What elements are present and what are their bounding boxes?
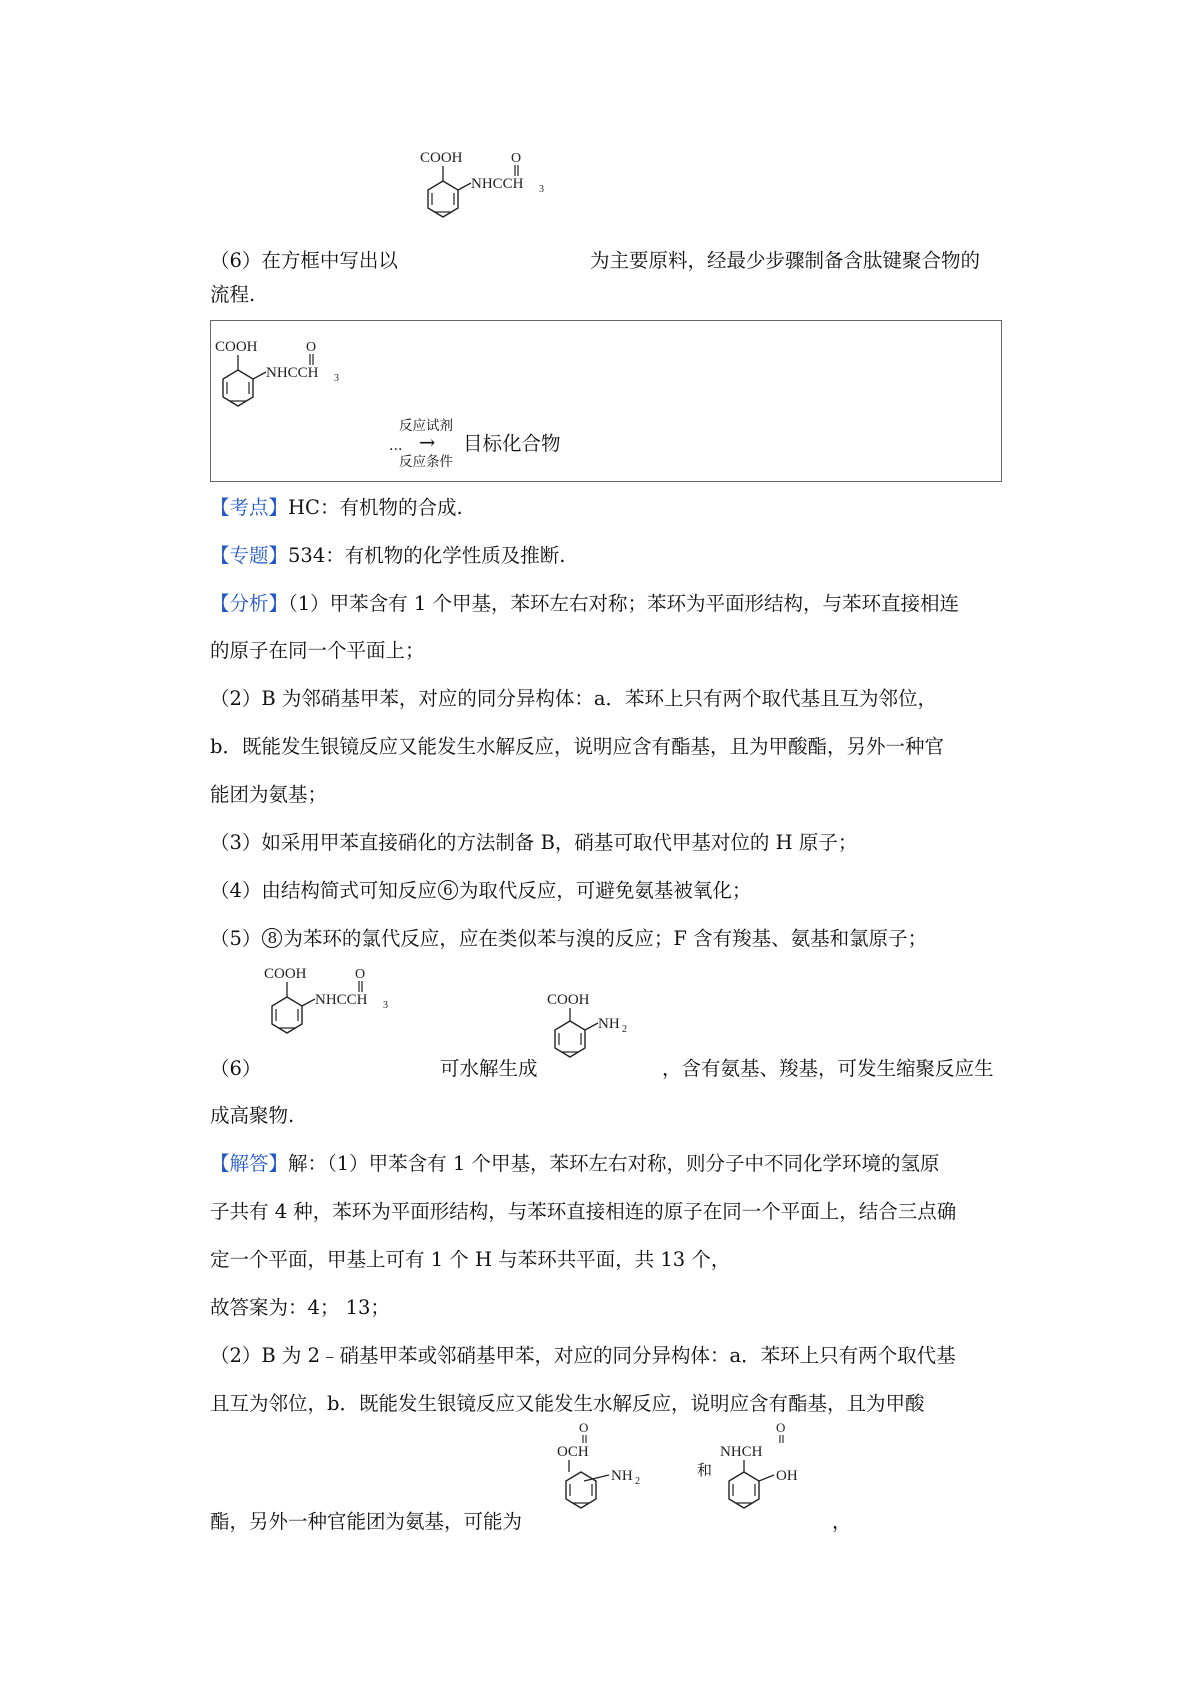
jieda-line5: （2）B 为 2﹣硝基甲苯或邻硝基甲苯，对应的同分异构体：a．苯环上只有两个取代基 <box>210 1344 956 1367</box>
ch3-subscript: 3 <box>539 184 544 195</box>
fenxi-line9b: 可水解生成 <box>440 1057 538 1080</box>
kaodian-tag: 【考点】 <box>210 496 289 519</box>
fenxi-line6: （3）如采用甲苯直接硝化的方法制备 B，硝基可取代甲基对位的 H 原子； <box>210 831 858 854</box>
svg-text:OH: OH <box>776 1468 798 1484</box>
fenxi-line9a: （6） <box>210 1057 262 1080</box>
svg-text:O: O <box>355 967 366 982</box>
svg-text:3: 3 <box>334 373 339 384</box>
fenxi-line10: 成高聚物. <box>210 1104 295 1127</box>
reaction-condition-label: 反应条件 <box>399 454 453 470</box>
svg-text:O: O <box>579 1420 589 1435</box>
svg-text:NH: NH <box>611 1468 633 1484</box>
q6-line1-suffix: 为主要原料，经最少步骤制备含肽键聚合物的 <box>590 249 981 272</box>
svg-text:NHCCH: NHCCH <box>266 365 319 381</box>
and-conjunction: 和 <box>697 1461 713 1479</box>
svg-text:COOH: COOH <box>547 992 590 1008</box>
nhcch3-label: NHCCH <box>471 176 524 192</box>
jieda-line4: 故答案为：4； 13； <box>210 1296 390 1319</box>
jieda-line3: 定一个平面，甲基上可有 1 个 H 与苯环共平面，共 13 个， <box>210 1248 731 1271</box>
ellipsis-dots: … <box>389 438 403 454</box>
q6-line2: 流程. <box>210 283 256 306</box>
fenxi-line2: 的原子在同一个平面上； <box>210 639 425 662</box>
jieda-line7-comma: ， <box>832 1510 852 1533</box>
q6-line1: （6）在方框中写出以 <box>210 249 398 272</box>
svg-text:O: O <box>306 340 317 355</box>
circled-8-icon: 8 <box>262 928 282 948</box>
fenxi-line4: b．既能发生银镜反应又能发生水解反应，说明应含有酯基，且为甲酸酯，另外一种官 <box>210 735 944 758</box>
jieda-tag: 【解答】 <box>210 1152 289 1175</box>
svg-text:COOH: COOH <box>264 966 307 982</box>
fenxi-line9c: ，含有氨基、羧基，可发生缩聚反应生 <box>662 1057 994 1080</box>
svg-text:2: 2 <box>622 1024 627 1035</box>
acetamidobenzoic-acid-structure-analysis <box>262 962 402 1060</box>
jieda-line2: 子共有 4 种，苯环为平面形结构，与苯环直接相连的原子在同一个平面上，结合三点确 <box>210 1200 957 1223</box>
zhuanti-line: 【专题】534：有机物的化学性质及推断. <box>210 544 566 567</box>
cooh-label: COOH <box>420 150 463 166</box>
reaction-arrow-icon: → <box>419 431 436 454</box>
fenxi-line5: 能团为氨基； <box>210 783 328 806</box>
svg-text:NHCCH: NHCCH <box>315 992 368 1008</box>
aminobenzoic-acid-structure <box>545 988 655 1074</box>
svg-text:2: 2 <box>635 1476 640 1487</box>
jieda-line1: 【解答】解：（1）甲苯含有 1 个甲基，苯环左右对称，则分子中不同化学环境的氢原 <box>210 1152 940 1175</box>
acetamidobenzoic-acid-structure-top <box>418 146 558 244</box>
fenxi-line1: 【分析】（1）甲苯含有 1 个甲基，苯环左右对称；苯环为平面形结构，与苯环直接相连 <box>210 592 959 615</box>
formamide-isomer-structure <box>718 1418 848 1522</box>
svg-text:NHCH: NHCH <box>720 1444 763 1460</box>
fenxi-line8: （5） 8 为苯环的氯代反应，应在类似苯与溴的反应；F 含有羧基、氨基和氯原子； <box>210 927 928 950</box>
formate-ester-isomer-structure <box>555 1418 685 1522</box>
carbonyl-o-label: O <box>511 151 522 166</box>
fenxi-line7: （4）由结构简式可知反应 6 为取代反应，可避免氨基被氧化； <box>210 879 752 902</box>
target-compound-label: 目标化合物 <box>463 432 561 455</box>
fenxi-line3: （2）B 为邻硝基甲苯，对应的同分异构体：a．苯环上只有两个取代基且互为邻位， <box>210 687 938 710</box>
svg-text:O: O <box>776 1420 786 1435</box>
reaction-reagent-label: 反应试剂 <box>399 418 453 434</box>
jieda-line6: 且互为邻位，b．既能发生银镜反应又能发生水解反应，说明应含有酯基，且为甲酸 <box>210 1392 925 1415</box>
acetamidobenzoic-acid-structure-box <box>213 335 353 433</box>
jieda-line7: 酯，另外一种官能团为氨基，可能为 <box>210 1510 523 1533</box>
kaodian-line: 【考点】HC：有机物的合成. <box>210 496 463 519</box>
svg-text:NH: NH <box>598 1016 620 1032</box>
fenxi-tag: 【分析】 <box>210 592 289 615</box>
svg-text:COOH: COOH <box>215 339 258 355</box>
circled-6-icon: 6 <box>438 880 458 900</box>
svg-text:3: 3 <box>383 1000 388 1011</box>
synthesis-flow-box <box>210 320 1002 482</box>
zhuanti-tag: 【专题】 <box>210 544 289 567</box>
svg-text:OCH: OCH <box>557 1444 589 1460</box>
